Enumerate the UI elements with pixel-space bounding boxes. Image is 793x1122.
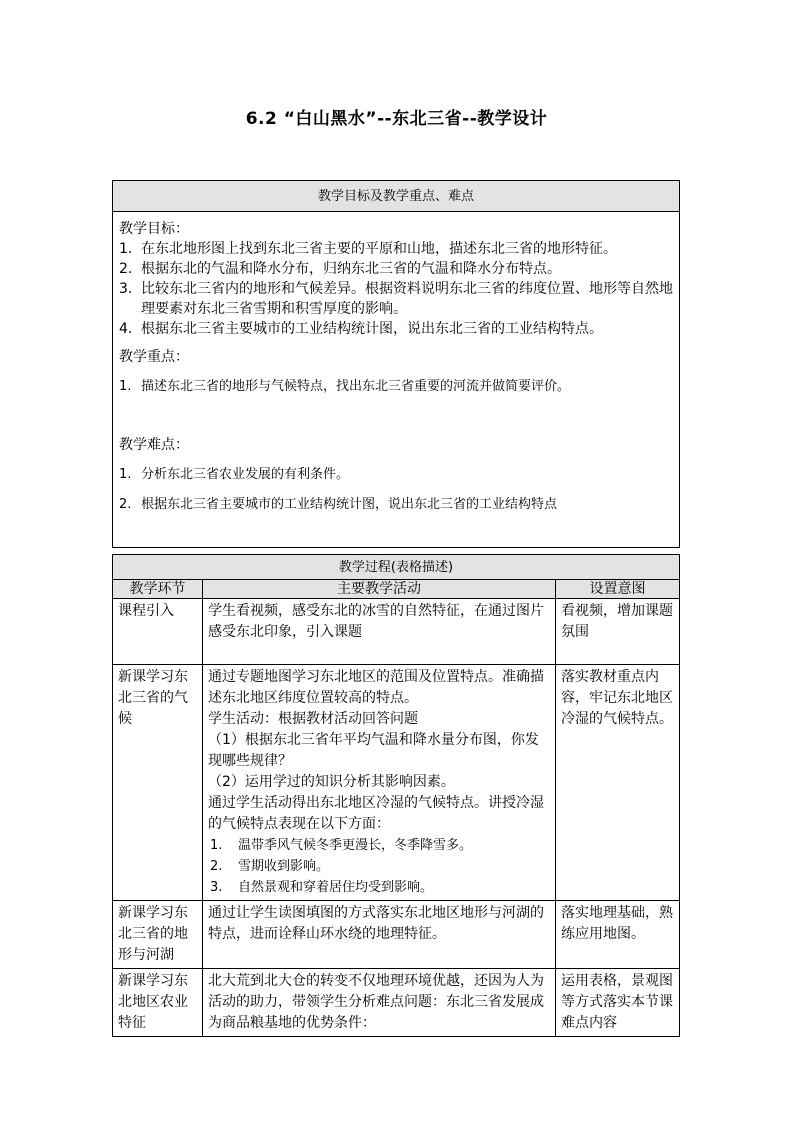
activity-text: 通过让学生读图填图的方式落实东北地区地形与河湖的特点，进而诠释山环水绕的地理特征。 bbox=[208, 905, 544, 942]
intent-cell: 落实地理基础，熟练应用地图。 bbox=[555, 901, 679, 969]
list-item bbox=[119, 377, 673, 397]
item-text: 根据东北的气温和降水分布，归纳东北三省的气温和降水分布特点。 bbox=[141, 261, 561, 277]
list-item bbox=[119, 319, 673, 339]
activity-text: 通过专题地图学习东北地区的范围及位置特点。准确描述东北地区纬度位置较高的特点。 bbox=[208, 669, 544, 706]
item-number: 2. bbox=[210, 859, 223, 874]
list-item bbox=[119, 279, 673, 319]
table-row bbox=[113, 969, 680, 1037]
intent-cell: 运用表格，景观图等方式落实本节课难点内容 bbox=[555, 969, 679, 1037]
table-row bbox=[113, 901, 680, 969]
item-number: 2. bbox=[119, 497, 132, 512]
item-text: 自然景观和穿着居住均受到影响。 bbox=[238, 880, 434, 895]
item-number: 1. bbox=[119, 241, 133, 257]
column-header-stage: 教学环节 bbox=[113, 580, 203, 599]
process-table bbox=[112, 554, 680, 1037]
column-header-activity: 主要教学活动 bbox=[203, 580, 556, 599]
objectives-table bbox=[112, 180, 680, 548]
table-row bbox=[113, 665, 680, 901]
activity-text: 通过学生活动得出东北地区冷湿的气候特点。讲授冷湿的气候特点表现在以下方面： bbox=[208, 795, 544, 832]
activity-text: （1）根据东北三省年平均气温和降水量分布图，你发现哪些规律？ bbox=[208, 732, 539, 769]
activity-text: （2）运用学过的知识分析其影响因素。 bbox=[208, 774, 455, 790]
key-points-label: 教学重点： bbox=[119, 349, 189, 365]
column-header-intent: 设置意图 bbox=[555, 580, 679, 599]
key-points-list bbox=[119, 377, 673, 397]
item-number: 1. bbox=[210, 838, 223, 853]
item-text: 比较东北三省内的地形和气候差异。根据资料说明东北三省的纬度位置、地形等自然地理要素对东北三省雪期和积雪厚度的影响。 bbox=[141, 281, 673, 317]
item-number: 4. bbox=[119, 321, 133, 337]
list-item bbox=[119, 465, 673, 485]
item-text: 描述东北三省的地形与气候特点，找出东北三省重要的河流并做简要评价。 bbox=[141, 379, 571, 394]
item-text: 根据东北三省主要城市的工业结构统计图，说出东北三省的工业结构特点 bbox=[141, 497, 558, 512]
intent-cell: 看视频，增加课题氛围 bbox=[555, 599, 679, 665]
activity-cell bbox=[203, 969, 556, 1037]
activity-text: 学生活动：根据教材活动回答问题 bbox=[208, 711, 418, 727]
item-text: 在东北地形图上找到东北三省主要的平原和山地，描述东北三省的地形特征。 bbox=[141, 241, 617, 257]
goals-label: 教学目标： bbox=[119, 221, 189, 237]
item-number: 2. bbox=[119, 261, 133, 277]
item-text: 分析东北三省农业发展的有利条件。 bbox=[141, 467, 350, 482]
item-text: 雪期收到影响。 bbox=[238, 859, 330, 874]
item-number: 3. bbox=[210, 880, 223, 895]
objectives-body bbox=[113, 212, 679, 515]
stage-cell: 课程引入 bbox=[113, 599, 203, 665]
activity-cell bbox=[203, 599, 556, 665]
stage-cell: 新课学习东北三省的气候 bbox=[113, 665, 203, 901]
process-header-row bbox=[113, 580, 680, 599]
item-text: 温带季风气候冬季更漫长，冬季降雪多。 bbox=[238, 838, 473, 853]
list-item bbox=[119, 259, 673, 279]
difficult-points-list bbox=[119, 465, 673, 515]
activity-cell bbox=[203, 901, 556, 969]
table-row bbox=[113, 599, 680, 665]
list-item bbox=[119, 495, 673, 515]
activity-text: 学生看视频，感受东北的冰雪的自然特征，在通过图片感受东北印象，引入课题 bbox=[208, 603, 544, 640]
list-item bbox=[119, 239, 673, 259]
process-caption-row bbox=[113, 555, 680, 580]
goals-list bbox=[119, 239, 673, 339]
page-title: 6.2 “白山黑水”--东北三省--教学设计 bbox=[245, 109, 548, 129]
process-caption: 教学过程(表格描述) bbox=[113, 555, 680, 580]
stage-cell: 新课学习东北地区农业特征 bbox=[113, 969, 203, 1037]
list-item bbox=[208, 835, 550, 856]
item-number: 1. bbox=[119, 467, 132, 482]
activity-text: 北大荒到北大仓的转变不仅地理环境优越，还因为人为活动的助力，带领学生分析难点问题：东北三省发展成为商品粮基地的优势条件： bbox=[208, 973, 544, 1031]
difficult-points-label: 教学难点： bbox=[119, 437, 189, 453]
activity-cell bbox=[203, 665, 556, 901]
intent-cell: 落实教材重点内容，牢记东北地区冷湿的气候特点。 bbox=[555, 665, 679, 901]
climate-features-list bbox=[208, 835, 550, 898]
list-item bbox=[208, 877, 550, 898]
list-item bbox=[208, 856, 550, 877]
item-number: 3. bbox=[119, 281, 133, 297]
item-number: 1. bbox=[119, 379, 132, 394]
objectives-header: 教学目标及教学重点、难点 bbox=[113, 181, 679, 212]
item-text: 根据东北三省主要城市的工业结构统计图，说出东北三省的工业结构特点。 bbox=[141, 321, 603, 337]
stage-cell: 新课学习东北三省的地形与河湖 bbox=[113, 901, 203, 969]
